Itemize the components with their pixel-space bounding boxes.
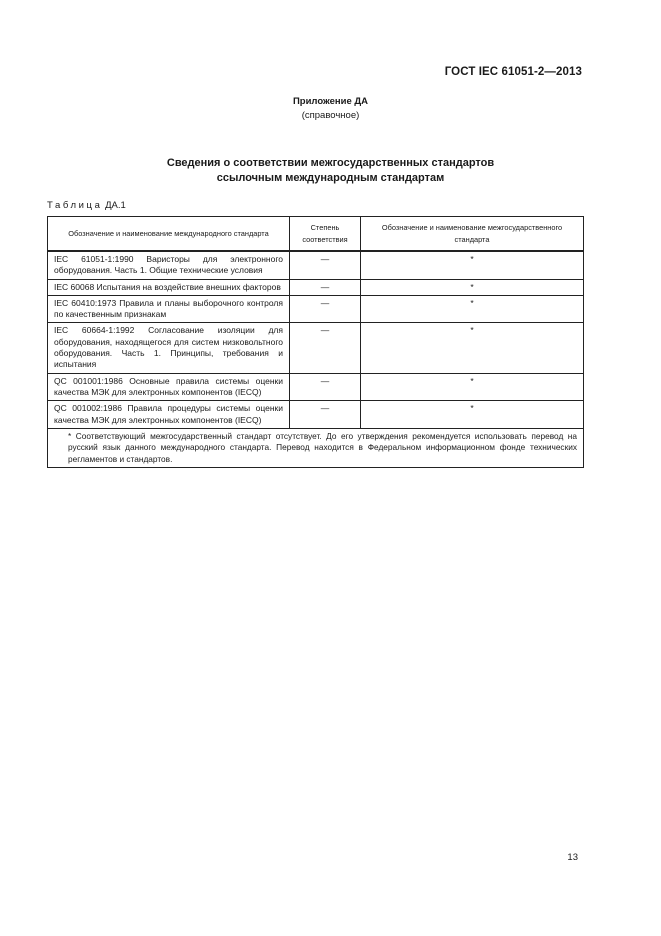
cell-interstate: *	[361, 401, 584, 429]
table-row	[48, 279, 584, 295]
table-caption-word: Таблица	[47, 200, 103, 211]
table-row	[48, 251, 584, 279]
table-row	[48, 373, 584, 401]
cell-interstate: *	[361, 295, 584, 323]
cell-degree: —	[290, 279, 361, 295]
table-caption-id: ДА.1	[105, 200, 126, 211]
page-number: 13	[567, 852, 578, 863]
table-caption	[47, 200, 126, 211]
cell-interstate: *	[361, 323, 584, 373]
table-footnote-row	[48, 428, 584, 468]
column-header-international: Обозначение и наименование международного стандарта	[48, 217, 290, 252]
section-heading-line-2: ссылочным международным стандартам	[216, 172, 445, 184]
cell-international: IEC 61051-1:1990 Варисторы для электронного оборудования. Часть 1. Общие технические условия	[48, 251, 290, 279]
section-heading-line-1: Сведения о соответствии межгосударственных стандартов	[166, 157, 495, 169]
section-heading	[0, 156, 661, 186]
appendix-title-block	[0, 95, 661, 123]
cell-international: IEC 60664-1:1992 Согласование изоляции для оборудования, находящегося для систем низковольтного оборудования. Часть 1. Принципы, требования и испытания	[48, 323, 290, 373]
cell-degree: —	[290, 323, 361, 373]
cell-international: QC 001001:1986 Основные правила системы оценки качества МЭК для электронных компонентов (IECQ)	[48, 373, 290, 401]
cell-interstate: *	[361, 279, 584, 295]
cell-interstate: *	[361, 373, 584, 401]
table-row	[48, 295, 584, 323]
table-footnote-text: * Соответствующий межгосударственный стандарт отсутствует. До его утверждения рекомендуется использовать перевод на русский язык данного международного стандарта. Перевод находится в Федеральном информационном фонде технических регламентов и стандартов.	[68, 430, 577, 464]
cell-international: IEC 60410:1973 Правила и планы выборочного контроля по качественным признакам	[48, 295, 290, 323]
table-row	[48, 401, 584, 429]
cell-degree: —	[290, 373, 361, 401]
cell-international: IEC 60068 Испытания на воздействие внешних факторов	[48, 279, 290, 295]
cell-degree: —	[290, 251, 361, 279]
table-footnote	[48, 428, 584, 468]
table-header-row	[48, 217, 584, 252]
appendix-subtitle: (справочное)	[301, 110, 360, 121]
correspondence-table	[47, 216, 584, 468]
cell-degree: —	[290, 401, 361, 429]
document-code: ГОСТ IEC 61051-2—2013	[444, 66, 582, 78]
column-header-degree: Степень соответствия	[290, 217, 361, 252]
table-row	[48, 323, 584, 373]
cell-degree: —	[290, 295, 361, 323]
cell-interstate: *	[361, 251, 584, 279]
column-header-interstate: Обозначение и наименование межгосударственного стандарта	[361, 217, 584, 252]
cell-international: QC 001002:1986 Правила процедуры системы оценки качества МЭК для электронных компонентов (IECQ)	[48, 401, 290, 429]
appendix-title: Приложение ДА	[292, 96, 369, 107]
